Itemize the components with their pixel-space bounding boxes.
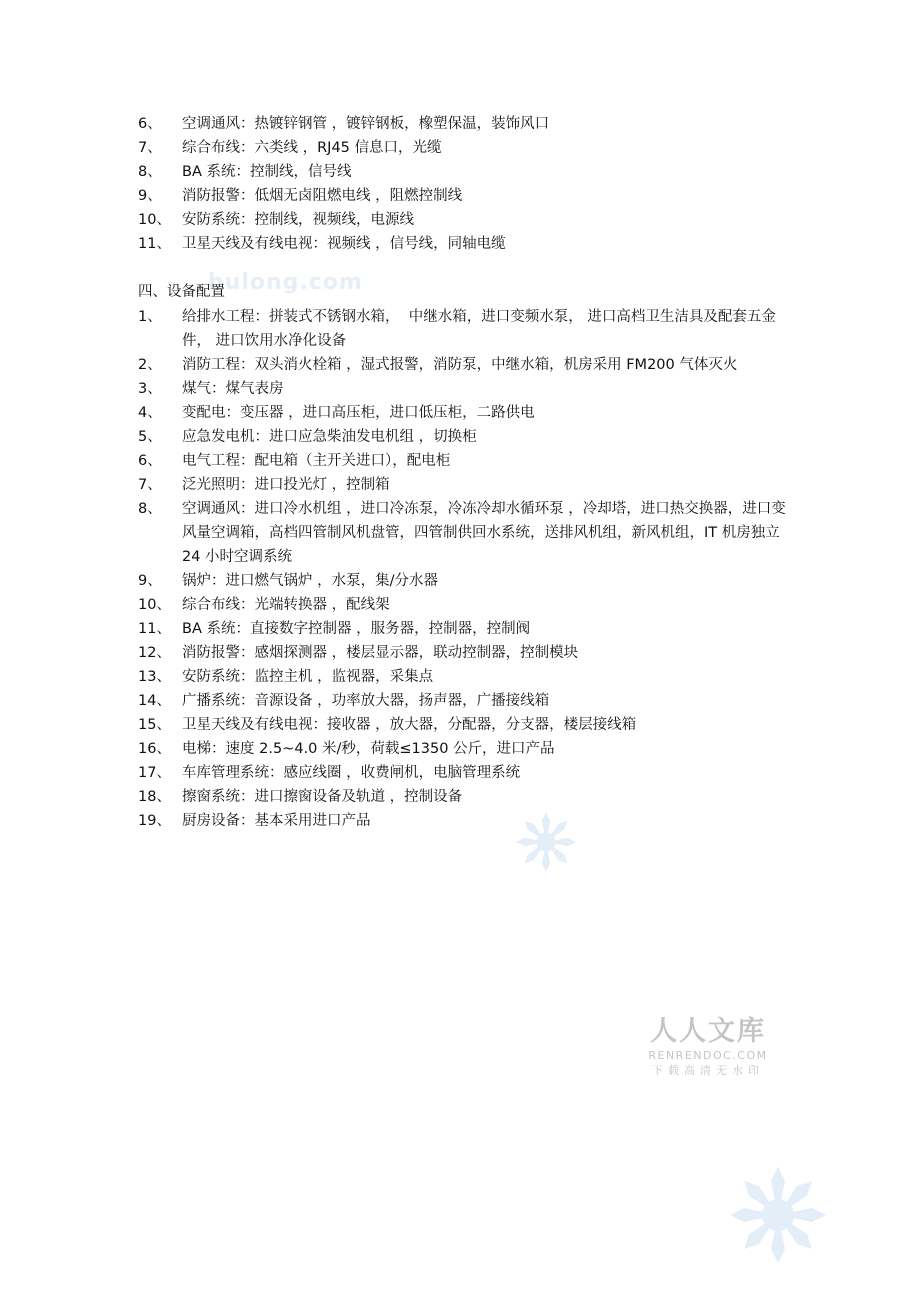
list-item-number: 11、 (138, 621, 171, 637)
list-item (138, 761, 798, 785)
list-item-text: 消防报警：感烟探测器 ，楼层显示器，联动控制器，控制模块 (182, 645, 579, 661)
list-item (138, 160, 798, 184)
list-item-text: 泛光照明：进口投光灯 ，控制箱 (182, 477, 390, 493)
list-item (138, 305, 798, 353)
list-item (138, 377, 798, 401)
renrendoc-logo (645, 1015, 771, 1079)
list-item-text: BA 系统：控制线，信号线 (182, 164, 352, 180)
list-item-number: 6、 (138, 116, 162, 132)
list-item-text: 安防系统：监控主机 ，监视器，采集点 (182, 669, 434, 685)
list-item-text: 卫星天线及有线电视：接收器 ，放大器，分配器，分支器，楼层接线箱 (182, 717, 637, 733)
list-item-number: 11、 (138, 236, 171, 252)
list-item (138, 425, 798, 449)
list-item-text: 安防系统：控制线，视频线，电源线 (182, 212, 414, 228)
equipment-list (138, 305, 798, 833)
list-item (138, 449, 798, 473)
list-item (138, 136, 798, 160)
logo-main-text: 人人文库 (650, 1016, 766, 1047)
top-material-list (138, 112, 798, 256)
list-item-text: 空调通风：进口冷水机组 ，进口冷冻泵，冷冻冷却水循环泵 ，冷却塔，进口热交换器，进口变风量空调箱，高档四管制风机盘管，四管制供回水系统，送排风机组，新风机组，IT 机房独立 24 小时空调系统 (182, 501, 786, 565)
list-item-number: 16、 (138, 741, 171, 757)
list-item-text: 电气工程：配电箱（主开关进口），配电柜 (182, 453, 451, 469)
list-item (138, 665, 798, 689)
list-item (138, 641, 798, 665)
list-item (138, 713, 798, 737)
list-item-number: 13、 (138, 669, 171, 685)
list-item-number: 8、 (138, 501, 162, 517)
list-item-text: 综合布线：光端转换器 ，配线架 (182, 597, 390, 613)
list-item-number: 1、 (138, 309, 162, 325)
list-item (138, 232, 798, 256)
list-item-text: 综合布线：六类线 ，RJ45 信息口，光缆 (182, 140, 442, 156)
faint-watermark-text: hulong.com (208, 270, 363, 295)
list-item (138, 617, 798, 641)
list-item-number: 4、 (138, 405, 162, 421)
list-item (138, 737, 798, 761)
list-item-number: 19、 (138, 813, 171, 829)
list-item-number: 10、 (138, 597, 171, 613)
list-item-text: 消防报警：低烟无卤阻燃电线 ，阻燃控制线 (182, 188, 463, 204)
list-item-number: 3、 (138, 381, 162, 397)
list-item-number: 5、 (138, 429, 162, 445)
list-item-number: 15、 (138, 717, 171, 733)
list-item (138, 809, 798, 833)
list-item-number: 17、 (138, 765, 171, 781)
list-item-text: 给排水工程：拼装式不锈钢水箱， 中继水箱，进口变频水泵， 进口高档卫生洁具及配套五金件， 进口饮用水净化设备 (182, 309, 776, 349)
list-item-number: 12、 (138, 645, 171, 661)
list-item-text: 厨房设备：基本采用进口产品 (182, 813, 371, 829)
list-item-text: 消防工程：双头消火栓箱 ，湿式报警，消防泵，中继水箱，机房采用 FM200 气体灭火 (182, 357, 738, 373)
snowflake-watermark-large-icon (728, 1165, 828, 1265)
list-item-text: 空调通风：热镀锌钢管 ，镀锌钢板，橡塑保温，装饰风口 (182, 116, 550, 132)
list-item-number: 18、 (138, 789, 171, 805)
list-item-number: 14、 (138, 693, 171, 709)
list-item (138, 401, 798, 425)
list-item (138, 593, 798, 617)
list-item (138, 497, 798, 569)
list-item-text: 卫星天线及有线电视：视频线 ，信号线，同轴电缆 (182, 236, 506, 252)
section-heading: 四、设备配置 (138, 284, 225, 300)
list-item-number: 9、 (138, 188, 162, 204)
list-item-number: 8、 (138, 164, 162, 180)
list-item-number: 9、 (138, 573, 162, 589)
list-item (138, 353, 798, 377)
list-item-text: 电梯：速度 2.5~4.0 米/秒，荷载≤1350 公斤，进口产品 (182, 741, 555, 757)
list-item (138, 184, 798, 208)
list-item-text: 应急发电机：进口应急柴油发电机组 ，切换柜 (182, 429, 477, 445)
logo-slogan-text: 下载高清无水印 (652, 1064, 764, 1077)
list-item-text: 变配电：变压器 ，进口高压柜，进口低压柜，二路供电 (182, 405, 535, 421)
list-item-text: 广播系统：音源设备 ，功率放大器，扬声器，广播接线箱 (182, 693, 550, 709)
list-item-text: 锅炉：进口燃气锅炉 ，水泵，集/分水器 (182, 573, 438, 589)
list-item (138, 112, 798, 136)
list-item (138, 569, 798, 593)
snowflake-watermark-icon (512, 808, 580, 876)
list-item-number: 7、 (138, 140, 162, 156)
list-item (138, 208, 798, 232)
list-item-number: 2、 (138, 357, 162, 373)
list-item-text: 煤气：煤气表房 (182, 381, 284, 397)
list-item-number: 7、 (138, 477, 162, 493)
list-item-text: 车库管理系统：感应线圈 ，收费闸机，电脑管理系统 (182, 765, 521, 781)
list-item-text: 擦窗系统：进口擦窗设备及轨道 ，控制设备 (182, 789, 463, 805)
list-item-number: 10、 (138, 212, 171, 228)
list-item (138, 473, 798, 497)
list-item-text: BA 系统：直接数字控制器 ，服务器，控制器，控制阀 (182, 621, 531, 637)
list-item-number: 6、 (138, 453, 162, 469)
list-item (138, 689, 798, 713)
list-item (138, 785, 798, 809)
logo-domain-text: RENRENDOC.COM (648, 1049, 768, 1062)
